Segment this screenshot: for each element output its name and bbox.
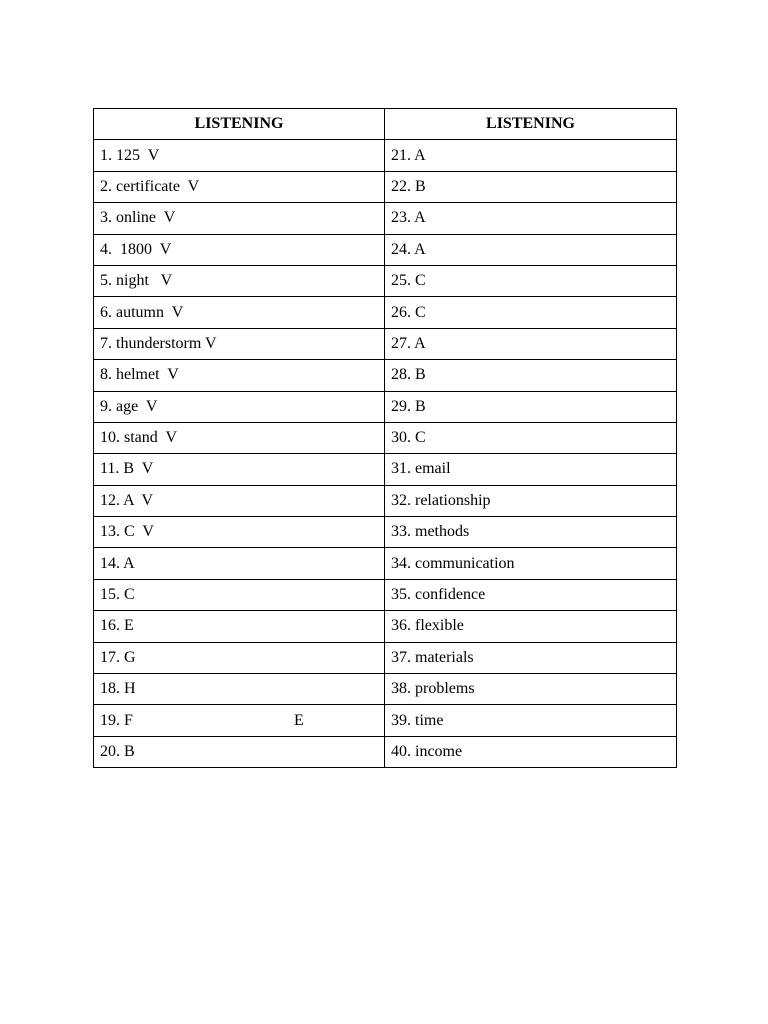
answer-label: 35. confidence [391,586,486,604]
answer-cell-left [94,203,385,234]
answer-text [100,712,378,730]
answer-cell-right [385,171,677,202]
table-row [94,328,677,359]
answer-cell-left [94,140,385,171]
answer-text [100,209,378,227]
table-row [94,422,677,453]
answer-label: 16. E [100,617,134,635]
table-row [94,579,677,610]
table-row [94,454,677,485]
answer-label: 17. G [100,648,136,666]
table-row [94,360,677,391]
answer-cell-right [385,674,677,705]
answer-label: 30. C [391,429,426,447]
answer-text [100,649,378,667]
answer-label: 32. relationship [391,491,491,509]
answer-cell-left [94,265,385,296]
answer-label: 26. C [391,303,426,321]
answer-cell-right [385,203,677,234]
answer-text [100,366,378,384]
answer-text [100,178,378,196]
answer-label: 33. methods [391,523,470,541]
answer-cell-left [94,736,385,767]
answer-text [100,492,378,510]
answer-cell-right [385,579,677,610]
answer-cell-left [94,391,385,422]
answer-label: 18. H [100,680,136,698]
answer-cell-left [94,642,385,673]
answer-text [100,147,378,165]
table-row [94,674,677,705]
answer-cell-left [94,422,385,453]
answer-cell-right [385,234,677,265]
answer-label: 20. B [100,743,135,760]
table-row [94,705,677,736]
answer-label: 9. age V [100,397,158,415]
answer-cell-left [94,234,385,265]
answer-text [100,304,378,322]
answer-cell-left [94,485,385,516]
answer-cell-left [94,611,385,642]
answer-text [100,743,378,761]
answer-cell-right [385,140,677,171]
answer-text [100,272,378,290]
answer-text [100,586,378,604]
answer-label: 40. income [391,743,463,760]
answer-cell-right [385,611,677,642]
answer-cell-right [385,360,677,391]
answer-cell-right [385,517,677,548]
answer-text [100,555,378,573]
answer-label: 11. B V [100,460,154,478]
answer-cell-left [94,548,385,579]
table-row [94,642,677,673]
answer-cell-right [385,705,677,736]
answer-label: 23. A [391,209,426,227]
answer-cell-right [385,265,677,296]
answer-cell-right [385,485,677,516]
answer-label: 10. stand V [100,429,178,447]
answer-text [100,429,378,447]
answer-label: 27. A [391,334,426,352]
answer-label: 36. flexible [391,617,464,635]
answer-label: 28. B [391,366,426,384]
answer-label: 39. time [391,711,444,729]
answer-cell-left [94,674,385,705]
answer-label: 31. email [391,460,451,478]
answer-text [100,335,378,353]
answer-label: 6. autumn V [100,303,184,321]
table-row [94,517,677,548]
answer-text [100,617,378,635]
answer-cell-left [94,705,385,736]
answer-label: 19. F [100,711,133,729]
answer-label: 4. 1800 V [100,240,172,258]
answer-rows [94,140,677,768]
answer-label: 8. helmet V [100,366,179,384]
answer-label: 3. online V [100,209,176,227]
answer-key-table [93,108,677,768]
answer-cell-left [94,579,385,610]
answer-label: 22. B [391,177,426,195]
answer-text [100,680,378,698]
answer-cell-left [94,171,385,202]
answer-cell-right [385,548,677,579]
answer-label: 37. materials [391,648,474,666]
table-row [94,171,677,202]
column-header-left: LISTENING [94,109,385,140]
answer-cell-left [94,360,385,391]
table-row [94,548,677,579]
answer-cell-left [94,297,385,328]
answer-label: 24. A [391,240,426,258]
answer-label: 14. A [100,554,135,572]
table-row [94,736,677,767]
answer-label: 34. communication [391,554,515,572]
answer-label: 15. C [100,586,135,604]
answer-cell-right [385,736,677,767]
table-row [94,485,677,516]
answer-text [100,241,378,259]
table-row [94,391,677,422]
answer-label: 25. C [391,272,426,290]
answer-cell-left [94,517,385,548]
answer-text [100,398,378,416]
table-header-row [94,109,677,140]
answer-cell-left [94,454,385,485]
answer-label: 7. thunderstorm V [100,334,217,352]
answer-label: 1. 125 V [100,146,160,164]
table-row [94,297,677,328]
answer-cell-right [385,642,677,673]
answer-label: 2. certificate V [100,177,200,195]
answer-label: 13. C V [100,523,154,541]
table-row [94,140,677,171]
answer-cell-right [385,391,677,422]
answer-text [100,460,378,478]
answer-cell-left [94,328,385,359]
answer-label: 21. A [391,146,426,164]
table-row [94,234,677,265]
answer-label: 38. problems [391,680,475,698]
table-row [94,611,677,642]
answer-cell-right [385,454,677,485]
column-header-right: LISTENING [385,109,677,140]
answer-cell-right [385,328,677,359]
answer-cell-right [385,297,677,328]
answer-label: 29. B [391,397,426,415]
answer-cell-right [385,422,677,453]
answer-label: 12. A V [100,491,154,509]
answer-extra-label: E [294,711,304,729]
answer-text [100,523,378,541]
answer-label: 5. night V [100,272,173,290]
table-row [94,203,677,234]
table-row [94,265,677,296]
